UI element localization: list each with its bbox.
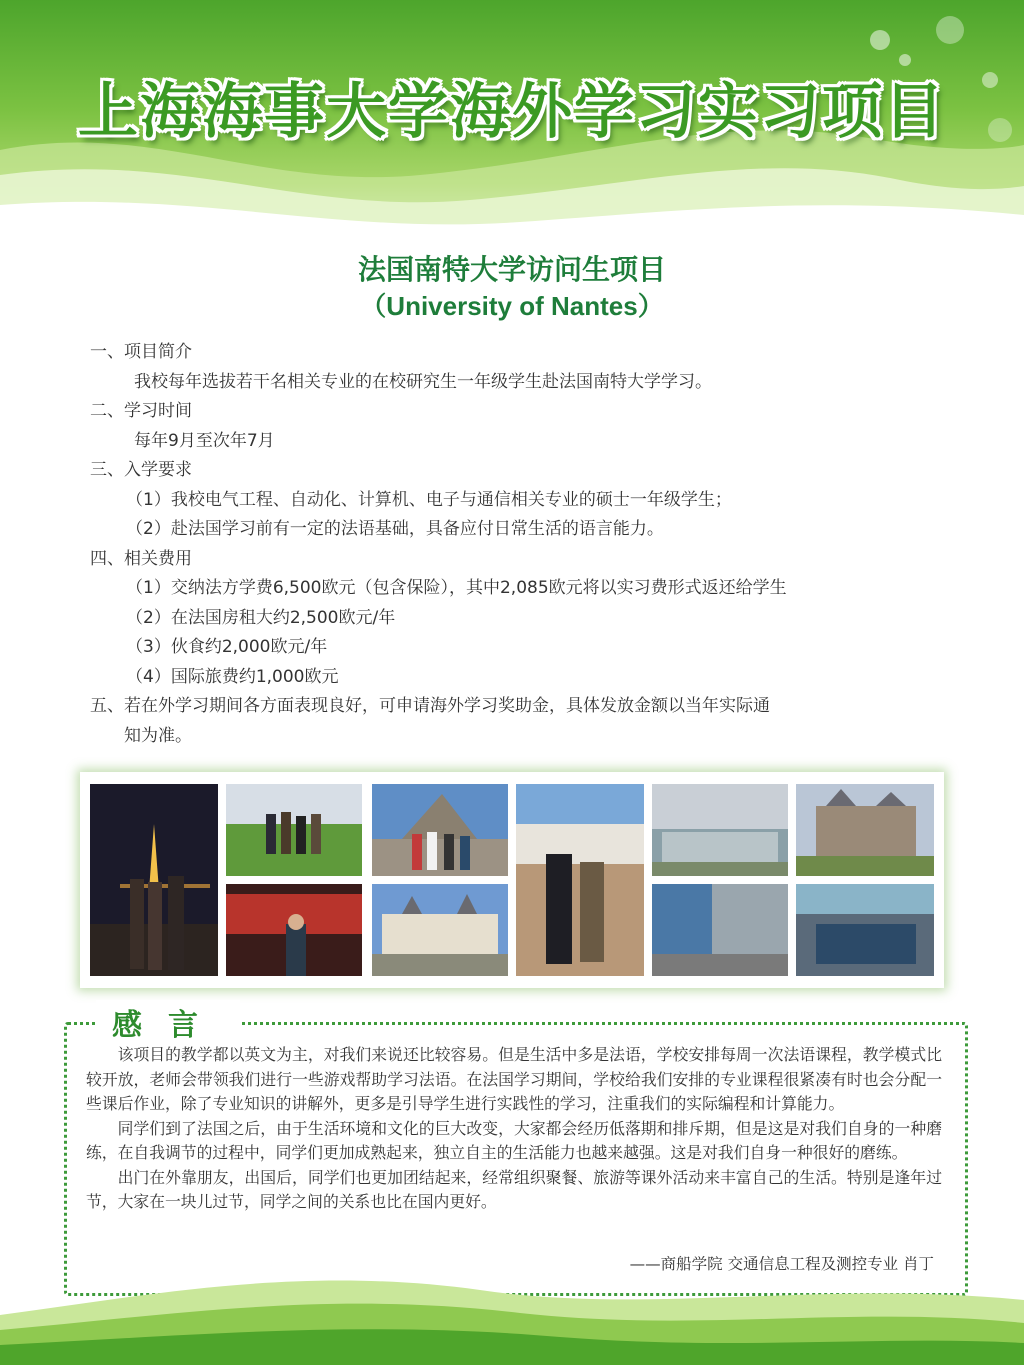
photo-collage [80,772,944,988]
requirement-item: （2）赴法国学习前有一定的法语基础，具备应付日常生活的语言能力。 [126,519,664,539]
photo-two-people-beach [516,784,644,976]
time-text: 每年9月至次年7月 [134,430,275,451]
program-details [90,338,950,751]
scholarship-text-cont: 知为准。 [124,725,192,746]
photo-mont-saint-michel [372,784,508,876]
section-heading-time: 二、学习时间 [90,401,192,421]
cost-item: （4）国际旅费约1,000欧元 [126,666,339,687]
photo-group-field [226,784,362,876]
cost-item: （3）伙食约2,000欧元/年 [126,637,328,657]
section-heading-intro: 一、项目简介 [90,342,192,362]
program-title: 法国南特大学访问生项目 [357,253,666,286]
photo-castle-nantes [796,784,934,876]
section-heading-requirements: 三、入学要求 [90,460,192,480]
reflection-paragraph: 该项目的教学都以英文为主，对我们来说还比较容易。但是生活中多是法语，学校安排每周一次法语课程，教学模式比较开放，老师会带领我们进行一些游戏帮助学习法语。在法国学习期间，学校给我们安排的专业课程很紧凑有时也会分配一些课后作业，除了专业知识的讲解外，更多是引导学生进行实践性的学习，注重我们的实际编程和计算能力。 [86,1045,942,1113]
photo-christmas-market [226,884,362,976]
reflection-paragraph: 出门在外靠朋友，出国后，同学们也更加团结起来，经常组织聚餐、旅游等课外活动来丰富自己的生活。特别是逢年过节，大家在一块儿过节，同学之间的关系也比在国内更好。 [86,1167,942,1211]
cost-item: （2）在法国房租大约2,500欧元/年 [126,607,396,628]
photo-big-group [796,884,934,976]
reflection-text [86,1043,942,1215]
footer-waves [0,1245,1024,1365]
poster-title: 上海海事大学海外学习实习项目 [78,77,946,147]
cost-item: （1）交纳法方学费6,500欧元（包含保险），其中2,085欧元将以实习费形式返还给学生 [126,578,787,598]
photo-eiffel-night [90,784,218,976]
scholarship-text: 五、若在外学习期间各方面表现良好，可申请海外学习奖助金，具体发放金额以当年实际通 [90,696,770,716]
reflection-heading: 感言 [96,1000,240,1044]
section-heading-costs: 四、相关费用 [90,548,192,569]
photo-chateau-chambord [372,884,508,976]
program-title-english: （University of Nantes） [360,291,664,321]
photo-campus-building [652,784,788,876]
intro-text: 我校每年选拔若干名相关专业的在校研究生一年级学生赴法国南特大学学习。 [134,371,712,392]
reflection-signature: ——商船学院 交通信息工程及测控专业 肖丁 [629,1255,934,1273]
reflection-paragraph: 同学们到了法国之后，由于生活环境和文化的巨大改变，大家都会经历低落期和排斥期，但是这是对我们自身的一种磨练，在自我调节的过程中，同学们更加成熟起来，独立自主的生活能力也越来越强。这是对我们自身一种很好的磨练。 [86,1118,942,1162]
requirement-item: （1）我校电气工程、自动化、计算机、电子与通信相关专业的硕士一年级学生； [126,489,732,510]
photo-group-building-entrance [652,884,788,976]
header-banner [0,0,1024,245]
